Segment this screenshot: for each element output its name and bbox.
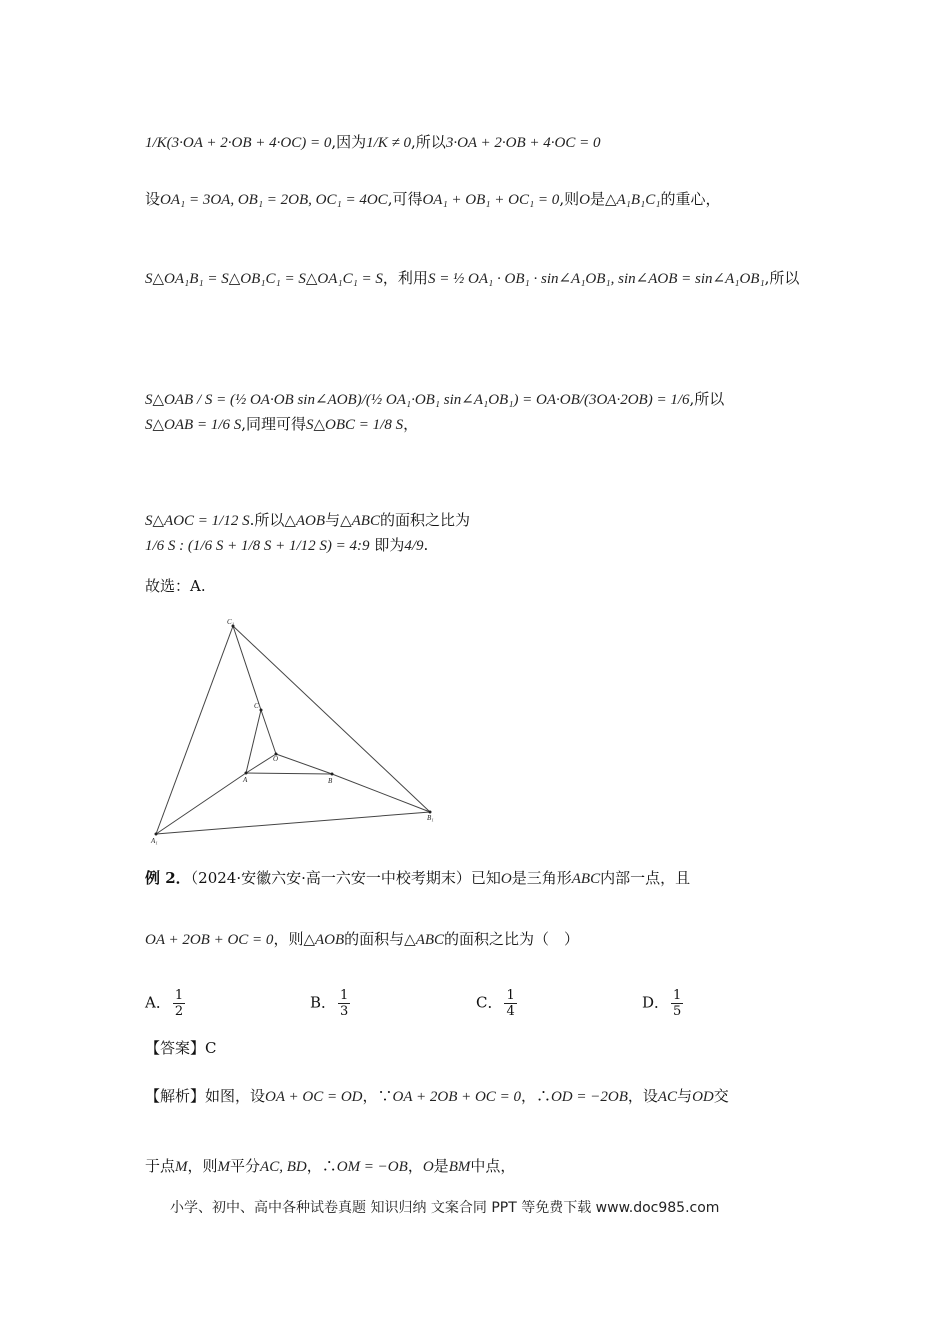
analysis-line-2: 于点M，则M平分AC, BD，∴OM = −OB，O是BM中点， xyxy=(145,1157,516,1175)
example-heading: 例 2．（2024·安徽六安·高一六安一中校考期末）已知O是三角形ABC内部一点，且 xyxy=(145,869,691,887)
example-condition: OA + 2OB + OC = 0，则△AOB的面积与△ABC的面积之比为（ ） xyxy=(145,930,580,948)
label-a1: A₁ xyxy=(151,837,158,845)
label-b1: B₁ xyxy=(427,814,434,822)
solution-line-4: S△OAB / S = (½ OA·OB sin∠AOB)/(½ OA₁·OB₁ sin∠A₁OB₁) = OA·OB/(3OA·2OB) = 1/6,所以 xyxy=(145,390,725,408)
label-a: A xyxy=(243,776,248,784)
label-c: C xyxy=(254,702,259,710)
footer-link[interactable]: 小学、初中、高中各种试卷真题 知识归纳 文案合同 PPT 等免费下载 www.doc985.com xyxy=(170,1200,720,1216)
option-b[interactable]: B． $\frac{1}{3}$ xyxy=(310,988,349,1019)
option-c[interactable]: C． $\frac{1}{4}$ xyxy=(476,988,515,1019)
solution-line-5b: 1/6 S : (1/6 S + 1/8 S + 1/12 S) = 4:9 即为4/9. xyxy=(145,536,429,554)
label-c1: C₁ xyxy=(227,618,235,626)
analysis-line-1: 【解析】如图，设OA + OC = OD，∵OA + 2OB + OC = 0，∴OD = −2OB，设AC与OD交 xyxy=(145,1087,729,1105)
geometry-figure xyxy=(140,612,450,852)
answer-label: 【答案】C xyxy=(145,1039,217,1057)
option-a[interactable]: A． $\frac{1}{2}$ xyxy=(145,988,184,1019)
label-b: B xyxy=(328,777,333,785)
answer-choice: 故选：A. xyxy=(145,577,206,595)
solution-line-2: 设OA₁ = 3OA, OB₁ = 2OB, OC₁ = 4OC,可得OA₁ + OB₁ + OC₁ = 0,则O是△A₁B₁C₁的重心， xyxy=(145,190,721,208)
solution-line-1: 1/K(3·OA + 2·OB + 4·OC) = 0,因为1/K ≠ 0,所以3·OA + 2·OB + 4·OC = 0 xyxy=(145,133,601,151)
label-o: O xyxy=(273,755,279,763)
vector-equation: 1/K(3·OA + 2·OB + 4·OC) = 0 xyxy=(145,135,332,151)
solution-line-5: S△AOC = 1/12 S.所以△AOB与△ABC的面积之比为 xyxy=(145,511,470,529)
option-d[interactable]: D． $\frac{1}{5}$ xyxy=(642,988,682,1019)
solution-line-3: S△OA₁B₁ = S△OB₁C₁ = S△OA₁C₁ = S，利用S = ½ OA₁ · OB₁ · sin∠A₁OB₁, sin∠AOB = sin∠A₁OB₁,所以 xyxy=(145,269,800,287)
solution-line-4b: S△OAB = 1/6 S,同理可得S△OBC = 1/8 S， xyxy=(145,415,419,433)
